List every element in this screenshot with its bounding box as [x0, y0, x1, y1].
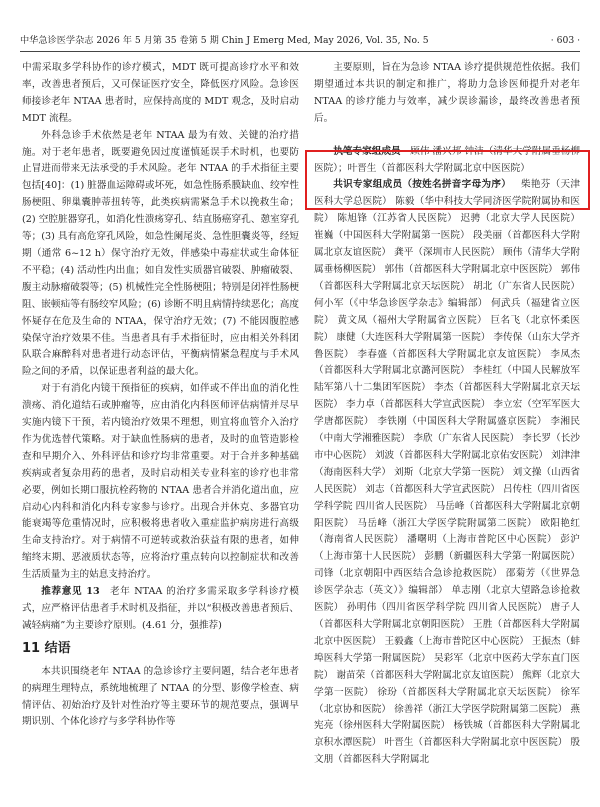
page-number: · 603 ·: [550, 35, 580, 46]
journal-header: [20, 34, 580, 48]
consensus-group-label: 共识专家组成员（按姓名拼音字母为序）: [333, 179, 512, 191]
header-divider: [20, 51, 580, 52]
recommendation-text: 老年 NTAA 的治疗多需采取多学科诊疗模式，应严格评估患者手术时机及指征，并以“积极改善患者预后、减轻病痛”为主要诊疗原则。(4.61 分，强推荐): [22, 586, 299, 631]
conclusion-paragraph: 本共识围绕老年 NTAA 的急诊诊疗主要问题，结合老年患者的病理生理特点，系统地梳理了 NTAA 的分型、影像学检查、病情评估、初始治疗及针对性治疗等主要环节的规范要点，强调早期识别、个体化诊疗与多学科协作等: [22, 665, 299, 728]
recommendation-13: [22, 584, 299, 635]
highlight-box: [305, 150, 590, 210]
intro-paragraph: 中需采取多学科协作的诊疗模式，MDT 既可提高诊疗水平和效率，改善患者预后，又可保证医疗安全，降低医疗风险。急诊医师接诊老年 NTAA 患者时，应保持高度的 MDT 观念，及时启动 MDT 流程。: [22, 62, 299, 124]
left-column: [22, 60, 299, 803]
surgery-paragraph: 外科急诊手术依然是老年 NTAA 最为有效、关键的治疗措施。对于老年患者，既要避免因过度谨慎延误手术时机，也要防止冒进而带来无法承受的手术风险。老年 NTAA 的手术指征主要包括[40]：(1) 脏器血运障碍或坏死，如急性肠系膜缺血、绞窄性肠梗阻、卵巢囊肿蒂扭转等，此类疾病需紧急手术以挽救生命；(2) 空腔脏器穿孔，如消化性溃疡穿孔、结直肠癌穿孔、憩室穿孔等；(3) 具有高危穿孔风险，如急性阑尾炎、急性胆囊炎等，经短期（通常 6~12 h）保守治疗无效，伴感染中毒症状或生命体征不平稳；(4) 活动性内出血；如自发性实质器官破裂、肿瘤破裂、腹主动脉瘤破裂等；(5) 机械性完全性肠梗阻；特别是闭袢性肠梗阻、嵌顿疝等有肠绞窄风险；(6) 诊断不明且病情持续恶化；高度怀疑存在危及生命的 NTAA，保守治疗无效；(7) 不能因腹腔感染保守治疗效果不佳。当患者具有手术指征时，应由相关外科团队联合麻醉科对患者进行动态评估，平衡病情紧急程度与手术风险之间的矛盾，以保证患者利益的最大化。: [22, 129, 299, 378]
lead-experts-label: 执笔专家组成员: [333, 145, 401, 157]
lead-experts-text: 顾伟 潘兴邦 钟洁（清华大学附属垂杨柳医院）；叶晋生（首都医科大学附属北京中医医院）: [314, 145, 580, 174]
recommendation-label: 推荐意见 13: [41, 586, 100, 598]
consensus-group: [314, 177, 580, 769]
journal-title: 中华急诊医学杂志 2026 年 5 月第 35 卷第 5 期 Chin J Emerg Med, May 2026, Vol. 35, No. 5: [20, 35, 429, 46]
section-title-conclusion: 11 结语: [22, 640, 71, 656]
spacer: [314, 128, 580, 144]
endoscopy-paragraph: 对于有消化内镜干预指征的疾病，如伴或不伴出血的消化性溃疡、消化道结石或肿瘤等，应由消化内科医师评估病情并尽早实施内镜下干预，若内镜治疗效果不理想，则宜将血管介入治疗作为优选替代策略。对于缺血性肠病的患者，及时的血管造影检查和早期介入、外科评估和诊疗均非常重要。对于合并多种基础疾病或者复杂用药的患者，及时启动相关专业科室的诊疗也非常必要，例如长期口服抗栓药物的 NTAA 患者合并消化道出血，应启动心内科和消化内科专家参与诊疗。出现合并休克、多器官功能衰竭等危重情况时，应积极将患者收入重症监护病房进行高级生命支持治疗。对于病情不可逆转或救治获益有限的患者，如伸缩终末期、恶液质状态等，应将治疗重点转向以控制症状和改善生活质量为主的姑息支持治疗。: [22, 383, 299, 581]
continuation-paragraph: 主要原则，旨在为急诊 NTAA 诊疗提供规范性依据。我们期望通过本共识的制定和推广，将助力急诊医师提升对老年 NTAA 的诊疗能力与效率，减少误诊漏诊，最终改善患者预后。: [314, 62, 580, 124]
consensus-group-text: 柴艳芬（天津医科大学总医院） 陈毅（华中科技大学同济医学院附属协和医院） 陈旭锋（江苏省人民医院） 迟骋（北京大学人民医院） 崔巍（中国医科大学附属第一医院） 段美丽（首都医科大学附属北京友谊医院） 龚平（深圳市人民医院） 顾伟（清华大学附属垂杨柳医院） 郭伟（首都医科大学附属北京中医医院） 郭伟（首都医科大学附属北京天坛医院） 胡北（广东省人民医院） 何小军（《中华急诊医学杂志》编辑部） 何武兵（福建省立医院） 黄文凤（福州大学附属省立医院） 巨名飞（北京怀柔医院） 康健（大连医科大学附属第一医院） 李传保（山东大学齐鲁医院） 李春盛（首都医科大学附属北京友谊医院） 李凤杰（首都医科大学附属北京潞河医院） 李桂红（中国人民解放军陆军第八十二集团军医院） 李杰（首都医科大学附属北京天坛医院） 李力卓（首都医科大学宣武医院） 李立宏（空军军医大学唐都医院） 李铁刚（中国医科大学附属盛京医院） 李湘民（中南大学湘雅医院） 李欣（广东省人民医院） 李长罗（长沙市中心医院） 刘波（首都医科大学附属北京佑安医院） 刘津津（海南医科大学） 刘斯（北京大学第一医院） 刘文操（山西省人民医院） 刘志（首都医科大学宣武医院） 吕传柱（四川省医学科学院 四川省人民医院） 马岳峰（首都医科大学附属北京朝阳医院） 马岳峰（浙江大学医学院附属第二医院） 欧阳艳红（海南省人民医院） 潘曙明（上海市普陀区中心医院） 彭沪（上海市第十人民医院） 彭鹏（新疆医科大学第一附属医院） 司锋（北京朝阳中西医结合急诊抢救医院） 邵菊芳（《世界急诊医学杂志（英文）》编辑部） 单志刚（北京大望路急诊抢救医院） 孙明伟（四川省医学科学院 四川省人民医院） 唐子人（首都医科大学附属北京朝阳医院） 王胜（首都医科大学附属北京中医医院） 王毅鑫（上海市普陀区中心医院） 王振杰（蚌埠医科大学第一附属医院） 吴彩军（北京中医药大学东直门医院） 谢苗荣（首都医科大学附属北京友谊医院） 熊辉（北京大学第一医院） 徐玢（首都医科大学附属北京天坛医院） 徐军（北京协和医院） 徐善祥（浙江大学医学院附属第二医院） 燕宪亮（徐州医科大学附属医院） 杨铁城（首都医科大学附属北京积水潭医院） 叶晋生（首都医科大学附属北京中医医院） 殷文朋（首都医科大学附属北: [314, 179, 580, 766]
